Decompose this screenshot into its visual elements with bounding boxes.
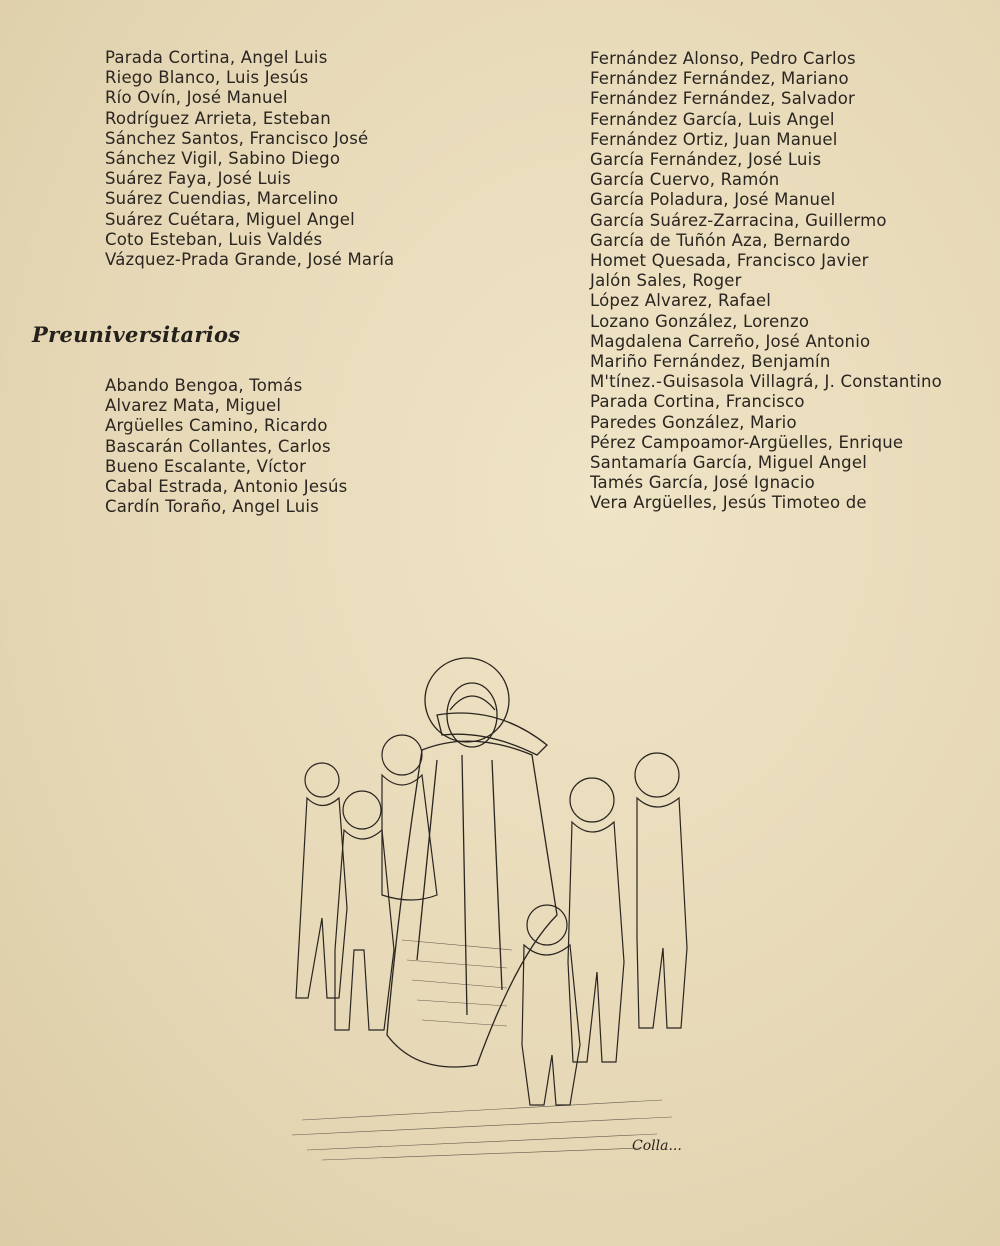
name-list-preuniversitarios-item: Abando Bengoa, Tomás: [105, 376, 303, 395]
name-list-left-top-item: Vázquez-Prada Grande, José María: [105, 250, 395, 270]
name-list-right-item: Paredes González, Mario: [590, 412, 797, 432]
name-list-right-item: Mariño Fernández, Benjamín: [590, 352, 831, 372]
name-list-left-top-item: Suárez Cuendias, Marcelino: [105, 189, 339, 209]
name-list-right-item: Fernández Alonso, Pedro Carlos: [590, 49, 856, 68]
name-list-preuniversitarios: [105, 376, 347, 517]
name-list-left-top-item: Rodríguez Arrieta, Esteban: [105, 108, 331, 128]
name-list-right-item: Pérez Campoamor-Argüelles, Enrique: [590, 432, 904, 452]
name-list-left-top-item: Río Ovín, José Manuel: [105, 88, 288, 108]
artist-signature: Colla...: [632, 1138, 682, 1154]
name-list-left-top: [105, 48, 394, 270]
name-list-left-top-item: Sánchez Santos, Francisco José: [105, 128, 369, 148]
name-list-left-top-item: Sánchez Vigil, Sabino Diego: [105, 149, 341, 169]
name-list-preuniversitarios-item: Bascarán Collantes, Carlos: [105, 436, 331, 456]
name-list-right-item: M'tínez.-Guisasola Villagrá, J. Constantino: [590, 372, 942, 392]
name-list-right-item: Tamés García, José Ignacio: [590, 473, 815, 493]
name-list-right-item: Magdalena Carreño, José Antonio: [590, 331, 871, 351]
name-list-left-top-item: Coto Esteban, Luis Valdés: [105, 229, 323, 249]
name-list-right-item: Fernández Fernández, Mariano: [590, 69, 849, 89]
section-heading: Preuniversitarios: [32, 322, 241, 347]
name-list-left-top-item: Suárez Faya, José Luis: [105, 169, 291, 189]
name-list-right-item: Jalón Sales, Roger: [590, 271, 742, 291]
name-list-right-item: García Suárez-Zarracina, Guillermo: [590, 210, 887, 230]
name-list-preuniversitarios-item: Cabal Estrada, Antonio Jesús: [105, 477, 348, 497]
name-list-right-item: García Fernández, José Luis: [590, 150, 822, 170]
name-list-right-item: García Poladura, José Manuel: [590, 190, 836, 210]
name-list-right-item: Fernández Fernández, Salvador: [590, 89, 856, 109]
name-list-left-top-item: Parada Cortina, Angel Luis: [105, 48, 328, 67]
name-list-preuniversitarios-item: Cardín Toraño, Angel Luis: [105, 497, 319, 517]
name-list-preuniversitarios-item: Alvarez Mata, Miguel: [105, 396, 282, 416]
name-list-right-item: García Cuervo, Ramón: [590, 170, 780, 190]
name-list-right-item: López Alvarez, Rafael: [590, 291, 772, 311]
name-list-preuniversitarios-item: Argüelles Camino, Ricardo: [105, 416, 328, 436]
name-list-preuniversitarios-item: Bueno Escalante, Víctor: [105, 456, 307, 476]
name-list-right-item: Santamaría García, Miguel Angel: [590, 453, 867, 473]
name-list-right-item: Vera Argüelles, Jesús Timoteo de: [590, 493, 867, 513]
name-list-right-item: Fernández García, Luis Angel: [590, 109, 835, 129]
name-list-left-top-item: Suárez Cuétara, Miguel Angel: [105, 209, 355, 229]
name-list-right-item: Fernández Ortiz, Juan Manuel: [590, 129, 838, 149]
name-list-right-item: Lozano González, Lorenzo: [590, 311, 810, 331]
name-list-right-item: Homet Quesada, Francisco Javier: [590, 251, 869, 271]
saint-with-children-illustration: [262, 640, 692, 1180]
name-list-right-item: García de Tuñón Aza, Bernardo: [590, 230, 851, 250]
name-list-right: [590, 49, 942, 514]
name-list-left-top-item: Riego Blanco, Luis Jesús: [105, 68, 309, 88]
halo: [425, 658, 509, 742]
name-list-right-item: Parada Cortina, Francisco: [590, 392, 805, 412]
